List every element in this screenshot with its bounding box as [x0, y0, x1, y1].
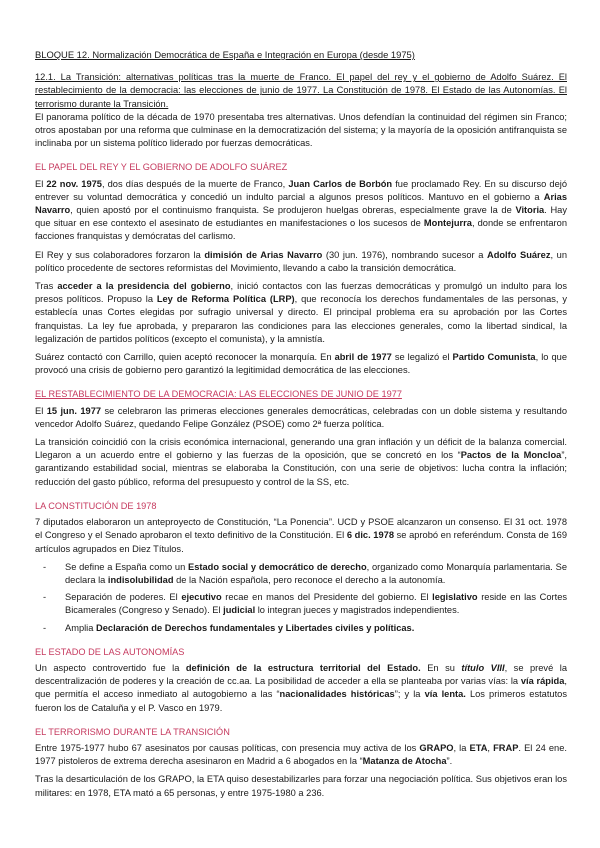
topic-title: 12.1. La Transición: alternativas políticas tras la muerte de Franco. El papel del rey y el gobierno de Adolfo Suárez. El restablecimiento de la democracia: las elecciones de junio de 1977. La Constitución de 1978. El Estado de las Autonomías. El terrorismo durante la Transición. — [35, 72, 567, 109]
paragraph: Un aspecto controvertido fue la definición de la estructura territorial del Estado. En su título VIII, se prevé la descentralización de poderes y la creación de cc.aa. La posibilidad de acceder a ella se planteaba por varias vías: la vía rápida, que permitía el acceso inmediato al autogobierno a las “nacionalidades históricas”; y la vía lenta. Los primeros estatutos fueron los de Cataluña y el P. Vasco en 1979. — [35, 662, 567, 713]
block-title: BLOQUE 12. Normalización Democrática de España e Integración en Europa (desde 1975) — [35, 49, 415, 60]
paragraph: El 15 jun. 1977 se celebraron las primeras elecciones generales democráticas, celebradas con un doble sistema y resultando vencedor Adolfo Suárez, quedando Felipe González (PSOE) como 2ª fuerza política. — [35, 405, 567, 429]
section-heading-rey: EL PAPEL DEL REY Y EL GOBIERNO DE ADOLFO SUÁREZ — [35, 162, 288, 173]
list-item: - Amplia Declaración de Derechos fundamentales y Libertades civiles y políticas. — [43, 622, 415, 633]
constitution-list — [35, 561, 567, 635]
section-heading-autonomias: EL ESTADO DE LAS AUTONOMÍAS — [35, 646, 185, 657]
paragraph: El Rey y sus colaboradores forzaron la dimisión de Arias Navarro (30 jun. 1976), nombrando sucesor a Adolfo Suárez, un político procedente de sectores reformistas del Movimiento, llevando a cabo la transición democrática. — [35, 249, 568, 273]
paragraph: Tras acceder a la presidencia del gobierno, inició contactos con las fuerzas democráticas y promulgó un indulto para los presos políticos. Propuso la Ley de Reforma Política (LRP), que reconocía los derechos fundamentales de las personas, y establecía unas Cortes elegidas por sufragio universal y directo. El principal problema era su aprobación por las Cortes franquistas. La ley fue aprobada, y prepararon las condiciones para las elecciones generales, como la libertad sindical, la legalización de partidos políticos (excepto el comunista), y la amnistía. — [35, 281, 567, 344]
paragraph: Entre 1975-1977 hubo 67 asesinatos por causas políticas, con presencia muy activa de los GRAPO, la ETA, FRAP. El 24 ene. 1977 pistoleros de extrema derecha asesinaron en Madrid a 6 abogados en la “Matanza de Atocha”. — [35, 742, 567, 767]
intro-paragraph: El panorama político de la década de 1970 presentaba tres alternativas. Unos defendían la continuidad del régimen sin Franco; otros apostaban por una reforma que culminase en la democratización del sistema; y la mayoría de la oposición antifranquista se inclinaba por un sistema político liderado por fuerzas democráticas. — [35, 111, 567, 149]
paragraph: Tras la desarticulación de los GRAPO, la ETA quiso desestabilizarles para forzar una negociación política. Sus objetivos eran los militares: en 1978, ETA mató a 65 personas, y entre 1975-1980 a 236. — [35, 774, 567, 798]
section-heading-constitucion: LA CONSTITUCIÓN DE 1978 — [35, 500, 157, 511]
section-heading-terrorismo: EL TERRORISMO DURANTE LA TRANSICIÓN — [35, 726, 230, 737]
block-header — [35, 48, 567, 61]
paragraph: La transición coincidió con la crisis económica internacional, generando una gran inflación y un déficit de la balanza comercial. Llegaron a un acuerdo entre el gobierno y las fuerzas de la oposición, que se concretó en los “Pactos de la Moncloa”, garantizando estabilidad social, mientras se elaboraba la Constitución, con una serie de objetivos: lucha contra la inflación; reducción del gasto público, reforma del presupuesto y control de la SS, etc. — [35, 437, 568, 487]
paragraph: El 22 nov. 1975, dos días después de la muerte de Franco, Juan Carlos de Borbón fue proclamado Rey. En su discurso dejó entrever su voluntad democrática y concedió un indulto parcial a algunos presos políticos. Mantuvo en el gobierno a Arias Navarro, quien apostó por el continuismo franquista. Se produjeron huelgas obreras, especialmente grave la de Vitoria. Hay que situar en ese contexto el asesinato de estudiantes en manifestaciones o los sucesos de Montejurra, donde se enfrentaron facciones franquistas y demócratas del carlismo. — [35, 178, 567, 242]
paragraph: 7 diputados elaboraron un anteproyecto de Constitución, “La Ponencia”. UCD y PSOE alcanzaron un consenso. El 31 oct. 1978 el Congreso y el Senado aprobaron el texto definitivo de la Constitución. El 6 dic. 1978 se aprobó en referéndum. Consta de 169 artículos agrupados en Diez Títulos. — [35, 517, 568, 554]
document-page — [35, 48, 567, 805]
paragraph: Suárez contactó con Carrillo, quien aceptó reconocer la monarquía. En abril de 1977 se legalizó el Partido Comunista, lo que provocó una crisis de gobierno pero garantizó la legitimidad democrática de las elecciones. — [35, 352, 567, 376]
list-item: - Separación de poderes. El ejecutivo recae en manos del Presidente del gobierno. El legislativo reside en las Cortes Bicamerales (Congreso y Senado). El judicial lo integran jueces y magistrados independientes. — [43, 592, 568, 616]
section-heading-democracia: EL RESTABLECIMIENTO DE LA DEMOCRACIA: LAS ELECCIONES DE JUNIO DE 1977 — [35, 389, 402, 400]
list-item: - Se define a España como un Estado social y democrático de derecho, organizado como Monarquía parlamentaria. Se declara la indisolubilidad de la Nación española, pero reconoce el derecho a la autonomía. — [43, 561, 567, 585]
